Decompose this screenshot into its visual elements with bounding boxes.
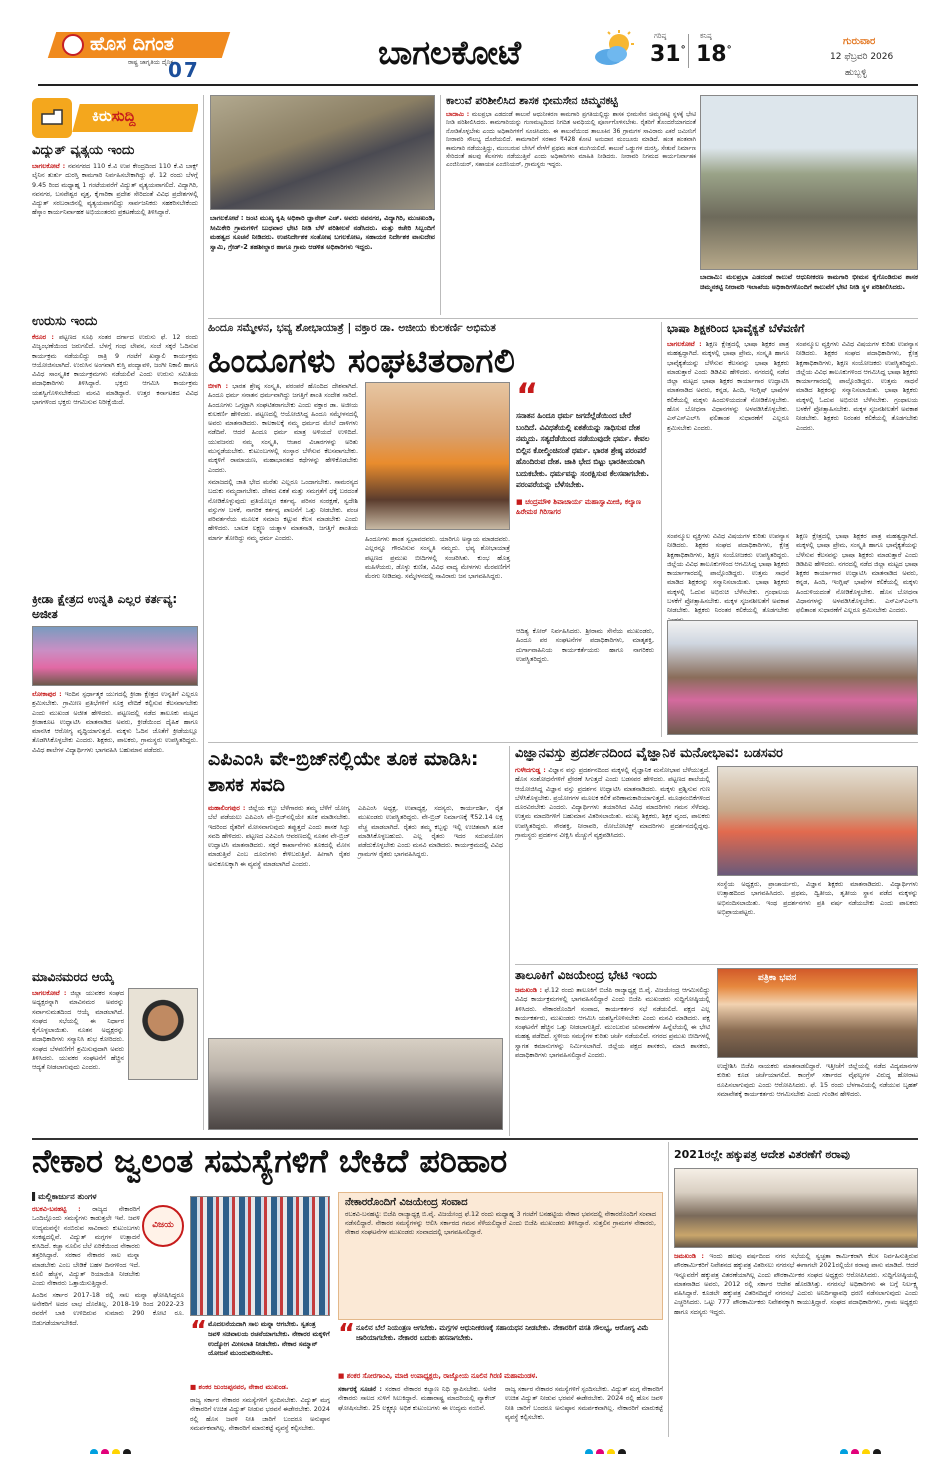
brief-4-title: ಮಾವಿನಮರದ ಆಯ್ಕೆ <box>32 970 115 984</box>
nekara-col1 <box>32 1205 184 1435</box>
bhasha-story <box>667 322 918 737</box>
color-registration-marks-right <box>840 1442 900 1454</box>
nekara-side-author-text: ಶಂಕರ ಜುಂಜಪ್ಪನವರ, ನೇಕಾರ ಮುಖಂಡ. <box>198 1383 289 1391</box>
samvada-box <box>338 1192 663 1320</box>
nekara-body3-text: ಸರಕಾರ ನೇಕಾರರ ಕಲ್ಯಾಣ ನಿಧಿ ಸ್ಥಾಪಿಸಬೇಕು. ಅನೇಕ ನೇಕಾರರು ಸಾಲದ ಸುಳಿಗೆ ಸಿಲುಕಿದ್ದಾರೆ. ಮಹಾರಾಷ್ಟ್ರ ಮಾದರಿಯಲ್ಲಿ ಪ್ಯಾಕೇಜ್ ಘೋಷಿಸಬೇಕು. 25 ಲಕ್ಷ್ಯಕ್ಕೂ ಅಧಿಕ ಕುಟುಂಬಗಳು ಈ ಉದ್ಯಮ ನಂಬಿವೆ. <box>338 1385 496 1412</box>
yellow-dot <box>862 1449 870 1454</box>
max-temp-label: ಗರಿಷ್ಠ <box>654 32 667 40</box>
logo-flame-icon <box>62 34 84 56</box>
weather-sun-cloud-icon <box>593 30 635 70</box>
story2-title: ಕಾಲುವೆ ಪರಿಶೀಲಿಸಿದ ಶಾಸಕ ಭೀಮಸೇನ ಚಿಮ್ಮನಕಟ್ಟಿ <box>446 95 618 107</box>
nekara-sub-head: ಸರ್ಕಾರಕ್ಕೆ ಸೂಚನೆ : <box>338 1385 382 1393</box>
vijnana-place: ಗುಳೇದಗುಡ್ಡ : <box>515 766 546 774</box>
bhasha-col2-bottom <box>796 532 918 617</box>
vijaya-badge-text: ವಿಜಯ <box>152 1220 174 1230</box>
hakku-headline: 2021ರಲ್ಲೇ ಹಕ್ಕುಪತ್ರ ಆದೇಶ ವಿತರಣೆಗೆ ಠರಾವು <box>674 1148 850 1161</box>
vijnana-headline: ವಿಜ್ಞಾನವಸ್ತು ಪ್ರದರ್ಶನದಿಂದ ವೈಜ್ಞಾನಿಕ ಮನೋಭಾವ: ಬಡಸವರ <box>515 746 783 761</box>
day-name: ಗುರುವಾರ <box>843 36 876 47</box>
hindu-place: ಬೀಳಗಿ : <box>208 382 229 390</box>
story2 <box>446 95 696 317</box>
taluk-body2: ಉದ್ದೇಶಿಸಿ ಬಿಜೆಪಿ ನಾಯಕರು ಮಾತನಾಡಲಿದ್ದಾರೆ. ಇತ್ತೀಚೆಗೆ ಜಿಲ್ಲೆಯಲ್ಲಿ ನಡೆದ ವಿದ್ಯಮಾನಗಳ ಕುರಿತು ಕೂಡ ಚರ್ಚೆಯಾಗಲಿದೆ. ಕಾಂಗ್ರೆಸ್ ಸರ್ಕಾರದ ವೈಫಲ್ಯಗಳ ವಿರುದ್ಧ ಹೋರಾಟ ರೂಪಿಸಲಾಗುವುದು ಎಂದು ಆರೋಪಿಸಿದರು. ಫೆ. 15 ರಂದು ಬೆಳಗಾವಿಯಲ್ಲಿ ನಡೆಯುವ ಬೃಹತ್ ಸಮಾವೇಶಕ್ಕೆ ಕಾರ್ಯಕರ್ತರು ಆಗಮಿಸಬೇಕು ಎಂದು ಗುಂಡಿನ ಹೇಳಿದರು. <box>717 1062 918 1098</box>
black-dot <box>123 1449 131 1454</box>
kirusuddi-label <box>92 107 136 125</box>
vijaya-badge <box>142 1205 184 1247</box>
hindu-body4: ಆದಿತ್ಯ ಕೋರ್ ನಿರ್ವಹಿಸಿದರು. ಶ್ರೀರಾಮ ಸೇನೆಯ ಮುಖಂಡರು, ಹಿಂದೂ ಪರ ಸಂಘಟನೆಗಳ ಪದಾಧಿಕಾರಿಗಳು, ಮಾತೃಶಕ್ತಿ, ದುರ್ಗಾವಾಹಿನಿಯ ಕಾರ್ಯಕರ್ತೆಯರು ಹಾಗೂ ನಾಗರಿಕರು ಉಪಸ್ಥಿತರಿದ್ದರು. <box>516 627 654 663</box>
rule-below-top <box>208 318 918 319</box>
nekara-side-quote <box>190 1320 330 1380</box>
vijnana-body2: ಸಂಸ್ಥೆಯ ಅಧ್ಯಕ್ಷರು, ಪ್ರಾಚಾರ್ಯರು, ವಿಜ್ಞಾನ ಶಿಕ್ಷಕರು ಮಾತನಾಡಿದರು. ವಿದ್ಯಾರ್ಥಿಗಳು ಉತ್ಸಾಹದಿಂದ ಭಾಗವಹಿಸಿದರು. ಪ್ರಥಮ, ದ್ವಿತೀಯ, ತೃತೀಯ ಸ್ಥಾನ ಪಡೆದ ಮಕ್ಕಳನ್ನು ಅಭಿನಂದಿಸಲಾಯಿತು. ಇಂಥ ಪ್ರದರ್ಶನಗಳು ಪ್ರತಿ ವರ್ಷ ನಡೆಯಬೇಕು ಎಂದು ಪಾಲಕರು ಅಭಿಪ್ರಾಯಪಟ್ಟರು. <box>717 880 918 916</box>
hindu-headline: ಹಿಂದೂಗಳು ಸಂಘಟಿತರಾಗಲಿ <box>208 341 516 380</box>
rule-mid <box>208 742 918 743</box>
logo-block <box>38 28 236 82</box>
story2-photo <box>700 95 918 270</box>
brief-3-title: ಕ್ರೀಡಾ ಕ್ಷೇತ್ರದ ಉನ್ನತಿ ಎಲ್ಲರ ಕರ್ತವ್ಯ: ಅಜೀತ <box>32 592 178 621</box>
story2-place: ಬಾದಾಮಿ : <box>446 111 470 118</box>
left-column-rule <box>203 95 204 1130</box>
logo-text: ಹೊಸ ದಿಗಂತ <box>90 33 174 55</box>
brief-2-text <box>32 333 198 407</box>
hakku-body: ಇಂದು ಹಲವು ವರ್ಷದಿಂದ ನಗರ ಸಭೆಯಲ್ಲಿ ಸ್ವಚ್ಛತಾ ಕಾರ್ಮಿಕರಾಗಿ ಕೆಲಸ ನಿರ್ವಹಿಸುತ್ತಿರುವ ಪೌರಕಾರ್ಮಿಕರಿಗೆ ನಿವೇಶನದ ಹಕ್ಕುಪತ್ರ ವಿತರಿಸಲು ನಗರಸಭೆ ಈಗಾಗಲೇ 2021ರಲ್ಲಿಯೇ ಠರಾವು ಪಾಸು ಮಾಡಿದೆ. ಆದರೆ ಇನ್ನೂವರೆಗೆ ಹಕ್ಕುಪತ್ರ ವಿತರಣೆಯಾಗಿಲ್ಲ ಎಂದು ಪೌರಕಾರ್ಮಿಕರ ಸಂಘದ ಅಧ್ಯಕ್ಷರು ಆರೋಪಿಸಿದರು. ಸುದ್ದಿಗೋಷ್ಠಿಯಲ್ಲಿ ಮಾತನಾಡಿದ ಅವರು, 2012 ರಲ್ಲಿ ಸರ್ಕಾರ ಆದೇಶ ಹೊರಡಿಸಿತ್ತು. ನಗರಸಭೆ ಅಧಿಕಾರಿಗಳು ಈ ಬಗ್ಗೆ ನಿರ್ಲಕ್ಷ್ಯ ವಹಿಸಿದ್ದಾರೆ. ಕೂಡಲೇ ಹಕ್ಕುಪತ್ರ ವಿತರಿಸದಿದ್ದರೆ ನಗರಸಭೆ ಎದುರು ಅನಿರ್ದಿಷ್ಟಾವಧಿ ಧರಣಿ ನಡೆಸಲಾಗುವುದು ಎಂದು ಎಚ್ಚರಿಸಿದರು. ಒಟ್ಟು 777 ಪೌರಕಾರ್ಮಿಕರು ನಿವೇಶನಕ್ಕಾಗಿ ಕಾಯುತ್ತಿದ್ದಾರೆ. ಸಂಘದ ಪದಾಧಿಕಾರಿಗಳು, ಗ್ರಾಮ ಅಧ್ಯಕ್ಷರು ಹಾಗೂ ಸದಸ್ಯರು ಇದ್ದರು. <box>674 1252 918 1316</box>
top-rule-1 <box>440 95 441 315</box>
apmc-col2 <box>358 804 503 1034</box>
rule-bottom-band <box>32 1138 918 1140</box>
edition-name: ಹುಬ್ಬಳ್ಳಿ <box>845 68 867 78</box>
brief-1-text <box>32 162 198 218</box>
masthead <box>0 0 945 88</box>
rule-hakku-left <box>668 1142 669 1437</box>
taluk-photo <box>717 968 918 1058</box>
left-brief-2 <box>32 314 198 587</box>
magenta-dot <box>596 1449 604 1454</box>
apmc-place: ಮಹಾಲಿಂಗಪುರ : <box>208 804 246 812</box>
hakku-place: ಜಮಖಂಡಿ : <box>674 1252 704 1260</box>
vijnana-photo <box>717 766 918 876</box>
taluk-story <box>515 968 918 1136</box>
apmc-photo <box>208 1038 503 1130</box>
page-number: 07 <box>168 58 200 82</box>
taluk-body: ಫೆ.12 ರಂದು ತಾಲೂಕಿಗೆ ಬಿಜೆಪಿ ರಾಜ್ಯಾಧ್ಯಕ್ಷ ಬಿ.ವೈ. ವಿಜಯೇಂದ್ರ ಆಗಮಿಸಲಿದ್ದು ವಿವಿಧ ಕಾರ್ಯಕ್ರಮಗಳಲ್ಲಿ ಭಾಗವಹಿಸಲಿದ್ದಾರೆ ಎಂದು ಬಿಜೆಪಿ ಮುಖಂಡರು ಸುದ್ದಿಗೋಷ್ಠಿಯಲ್ಲಿ ತಿಳಿಸಿದರು. ನೇಕಾರರೊಂದಿಗೆ ಸಂವಾದ, ಕಾರ್ಯಕರ್ತರ ಸಭೆ ನಡೆಯಲಿದೆ. ಪಕ್ಷದ ಎಲ್ಲ ಕಾರ್ಯಕರ್ತರು, ಮುಖಂಡರು ಆಗಮಿಸಿ ಯಶಸ್ವಿಗೊಳಿಸಬೇಕು ಎಂದು ಮನವಿ ಮಾಡಿದರು. ಪಕ್ಷ ಸಂಘಟನೆಗೆ ಹೆಚ್ಚಿನ ಒತ್ತು ನೀಡಲಾಗುತ್ತಿದೆ. ಮುಂಬರುವ ಚುನಾವಣೆಗಳ ಹಿನ್ನೆಲೆಯಲ್ಲಿ ಈ ಭೇಟಿ ಮಹತ್ವ ಪಡೆದಿದೆ. ಸ್ಥಳೀಯ ಸಮಸ್ಯೆಗಳ ಕುರಿತು ಚರ್ಚೆ ನಡೆಯಲಿದೆ. ನಗರದ ಪ್ರಮುಖ ಬೀದಿಗಳಲ್ಲಿ ಸ್ವಾಗತ ಕಮಾನುಗಳನ್ನು ನಿರ್ಮಿಸಲಾಗಿದೆ. ಜಿಲ್ಲೆಯ ಪಕ್ಷದ ಶಾಸಕರು, ಮಾಜಿ ಶಾಸಕರು, ಪದಾಧಿಕಾರಿಗಳು ಭಾಗವಹಿಸಲಿದ್ದಾರೆ ಎಂದರು. <box>515 986 710 1060</box>
max-temp-unit: ° <box>680 44 686 56</box>
nekara-center-author-text: ಶಂಕರ ಸೋರಗಾಂವಿ, ಮಾಜಿ ಉಪಾಧ್ಯಕ್ಷರು, ರಾಜ್ಯೋಯ ನೂಲಿನ ಗಿರಣಿ ಮಹಾಮಂಡಳ. <box>346 1372 538 1380</box>
suddi-word: ಸುದ್ದಿ <box>111 107 136 125</box>
nekara-body3 <box>338 1385 496 1435</box>
hakku-story <box>674 1142 918 1437</box>
hindu-body3: ಹಿಂದೂಗಳು ಶಾಂತ ಸ್ವಭಾವದವರು. ಯಾರಿಗೂ ಅನ್ಯಾಯ ಮಾಡದವರು. ಎಲ್ಲರನ್ನೂ ಗೌರವಿಸುವ ಸಂಸ್ಕೃತಿ ನಮ್ಮದು. ಭವ್ಯ ಶೋಭಾಯಾತ್ರೆ ಪಟ್ಟಣದ ಪ್ರಮುಖ ಬೀದಿಗಳಲ್ಲಿ ಸಂಚರಿಸಿತು. ಕುಂಭ ಹೊತ್ತ ಮಹಿಳೆಯರು, ಡೊಳ್ಳು ಕುಣಿತ, ವಿವಿಧ ವಾದ್ಯ ಮೇಳಗಳು ಮೆರವಣಿಗೆಗೆ ಮೆರಗು ನೀಡಿದವು. ಸಮ್ಮೇಳನದಲ್ಲಿ ಸಾವಿರಾರು ಜನ ಭಾಗವಹಿಸಿದ್ದರು. <box>365 535 510 581</box>
story2-body: ಮಲಪ್ರಭಾ ಎಡದಂಡೆ ಕಾಲುವೆ ಆಧುನೀಕರಣ ಕಾಮಗಾರಿ ಪ್ರಗತಿಯಲ್ಲಿದ್ದು ಶಾಸಕ ಭೀಮಸೇನ ಚಿಮ್ಮನಕಟ್ಟಿ ಸ್ಥಳಕ್ಕೆ ಭೇಟಿ ನೀಡಿ ಪರಿಶೀಲಿಸಿದರು. ಕಾಮಗಾರಿಯನ್ನು ಗುಣಮಟ್ಟದಿಂದ ನಿಗದಿತ ಅವಧಿಯಲ್ಲಿ ಪೂರ್ಣಗೊಳಿಸಬೇಕು. ರೈತರಿಗೆ ತೊಂದರೆಯಾಗದಂತೆ ನೋಡಿಕೊಳ್ಳಬೇಕು ಎಂದು ಅಧಿಕಾರಿಗಳಿಗೆ ಸೂಚಿಸಿದರು. ಈ ಕಾಲುವೆಯಿಂದ ತಾಲೂಕಿನ 36 ಗ್ರಾಮಗಳ ಸಾವಿರಾರು ಎಕರೆ ಜಮೀನಿಗೆ ನೀರಾವರಿ ಸೌಲಭ್ಯ ದೊರೆಯಲಿದೆ. ಕಾಮಗಾರಿಗೆ ಸರಕಾರ ₹428 ಕೋಟಿ ಅನುದಾನ ಮಂಜೂರು ಮಾಡಿದೆ. ಹಂತ ಹಂತವಾಗಿ ಕಾಮಗಾರಿ ನಡೆಯುತ್ತಿದ್ದು, ಮುಂಬರುವ ಬೇಸಿಗೆ ವೇಳೆಗೆ ಪ್ರಥಮ ಹಂತ ಮುಗಿಯಲಿದೆ. ಕಾಲುವೆ ಒಡ್ಡುಗಳ ದುರಸ್ತಿ, ಸೇತುವೆ ನಿರ್ಮಾಣ ಸೇರಿದಂತೆ ಹಲವು ಕೆಲಸಗಳು ನಡೆಯುತ್ತಿವೆ ಎಂದು ಅಧಿಕಾರಿಗಳು ಮಾಹಿತಿ ನೀಡಿದರು. ನೀರಾವರಿ ನಿಗಮದ ಕಾರ್ಯನಿರ್ವಾಹಕ ಎಂಜಿನಿಯರ್, ಸಹಾಯಕ ಎಂಜಿನಿಯರ್, ಗ್ರಾಮಸ್ಥರು ಇದ್ದರು. <box>446 111 696 169</box>
vijnana-col2 <box>717 880 918 960</box>
city-title: ಬಾಗಲಕೋಟೆ <box>378 33 522 72</box>
apmc-story <box>208 746 503 1136</box>
bhasha-body1: ಶಿಕ್ಷಣ ಕ್ಷೇತ್ರದಲ್ಲಿ ಭಾಷಾ ಶಿಕ್ಷಕರ ಪಾತ್ರ ಮಹತ್ವದ್ದಾಗಿದೆ. ಮಕ್ಕಳಲ್ಲಿ ಭಾಷಾ ಪ್ರೇಮ, ಸಂಸ್ಕೃತಿ ಹಾಗೂ ಭಾವೈಕ್ಯತೆಯನ್ನು ಬೆಳೆಸುವ ಕೆಲಸವನ್ನು ಭಾಷಾ ಶಿಕ್ಷಕರು ಮಾಡುತ್ತಾರೆ ಎಂದು ಡಿಡಿಪಿಐ ಹೇಳಿದರು. ನಗರದಲ್ಲಿ ನಡೆದ ಜಿಲ್ಲಾ ಮಟ್ಟದ ಭಾಷಾ ಶಿಕ್ಷಕರ ಕಾರ್ಯಾಗಾರ ಉದ್ಘಾಟಿಸಿ ಮಾತನಾಡಿದ ಅವರು, ಕನ್ನಡ, ಹಿಂದಿ, ಇಂಗ್ಲಿಷ್ ಭಾಷೆಗಳ ಕಲಿಕೆಯಲ್ಲಿ ಮಕ್ಕಳು ಹಿಂದುಳಿಯದಂತೆ ನೋಡಿಕೊಳ್ಳಬೇಕು. ಹೊಸ ಬೋಧನಾ ವಿಧಾನಗಳನ್ನು ಅಳವಡಿಸಿಕೊಳ್ಳಬೇಕು. ಎಸ್ಎಸ್ಎಲ್‌ಸಿ ಫಲಿತಾಂಶ ಸುಧಾರಣೆಗೆ ಎಲ್ಲರೂ ಶ್ರಮಿಸಬೇಕು ಎಂದರು. <box>667 340 789 432</box>
nekara-body1b: ಹಿಂದಿನ ಸರ್ಕಾರ 2017-18 ರಲ್ಲಿ ಸಾಲ ಮನ್ನಾ ಘೋಷಿಸಿದ್ದರೂ ಅನೇಕರಿಗೆ ಅದರ ಲಾಭ ದೊರೆತಿಲ್ಲ. 2018-19 ರಿಂದ 2022-23 ರವರೆಗೆ ಬಾಕಿ ಉಳಿದಿರುವ ಸುಮಾರು 290 ಕೋಟಿ ರೂ. ಬಿಡುಗಡೆಯಾಗಬೇಕಿದೆ. <box>32 1290 184 1327</box>
left-brief-1 <box>32 143 198 308</box>
magenta-dot <box>101 1449 109 1454</box>
taluk-col2 <box>717 1062 918 1134</box>
brief-4-body: ಜಿಲ್ಲಾ ಯುವಕರ ಸಂಘದ ಅಧ್ಯಕ್ಷರನ್ನಾಗಿ ಮಾವಿನಮರ ಅವರನ್ನು ಸರ್ವಾನುಮತದಿಂದ ಆಯ್ಕೆ ಮಾಡಲಾಗಿದೆ. ಸಂಘದ ಸಭೆಯಲ್ಲಿ ಈ ನಿರ್ಧಾರ ಕೈಗೊಳ್ಳಲಾಯಿತು. ನೂತನ ಅಧ್ಯಕ್ಷರನ್ನು ಪದಾಧಿಕಾರಿಗಳು ಸನ್ಮಾನಿಸಿ ಶುಭ ಕೋರಿದರು. ಸಂಘದ ಬೆಳವಣಿಗೆಗೆ ಶ್ರಮಿಸುವುದಾಗಿ ಅವರು ತಿಳಿಸಿದರು. ಯುವಕರ ಸಂಘಟನೆಗೆ ಹೆಚ್ಚಿನ ಆದ್ಯತೆ ನೀಡಲಾಗುವುದು ಎಂದರು. <box>32 989 124 1072</box>
bhasha-body2-cont: ಸಂಪನ್ಮೂಲ ವ್ಯಕ್ತಿಗಳು ವಿವಿಧ ವಿಷಯಗಳ ಕುರಿತು ಉಪನ್ಯಾಸ ನೀಡಿದರು. ಶಿಕ್ಷಕರ ಸಂಘದ ಪದಾಧಿಕಾರಿಗಳು, ಕ್ಷೇತ್ರ ಶಿಕ್ಷಣಾಧಿಕಾರಿಗಳು, ಶಿಕ್ಷಣ ಸಂಯೋಜಕರು ಉಪಸ್ಥಿತರಿದ್ದರು. ಜಿಲ್ಲೆಯ ವಿವಿಧ ತಾಲೂಕುಗಳಿಂದ ಆಗಮಿಸಿದ್ದ ಭಾಷಾ ಶಿಕ್ಷಕರು ಕಾರ್ಯಾಗಾರದಲ್ಲಿ ಪಾಲ್ಗೊಂಡಿದ್ದರು. ಉತ್ತಮ ಸಾಧನೆ ಮಾಡಿದ ಶಿಕ್ಷಕರನ್ನು ಸನ್ಮಾನಿಸಲಾಯಿತು. ಭಾಷಾ ಶಿಕ್ಷಕರು ಮಕ್ಕಳಲ್ಲಿ ಓದುವ ಅಭಿರುಚಿ ಬೆಳೆಸಬೇಕು. ಗ್ರಂಥಾಲಯ ಬಳಕೆಗೆ ಪ್ರೋತ್ಸಾಹಿಸಬೇಕು. ಮಕ್ಕಳ ಸೃಜನಶೀಲತೆಗೆ ಅವಕಾಶ ನೀಡಬೇಕು. ಶಿಕ್ಷಕರು ನಿರಂತರ ಕಲಿಕೆಯಲ್ಲಿ ತೊಡಗಬೇಕು <box>667 532 789 615</box>
hindu-photo <box>365 382 510 530</box>
nekara-center-author: ■ ಶಂಕರ ಸೋರಗಾಂವಿ, ಮಾಜಿ ಉಪಾಧ್ಯಕ್ಷರು, ರಾಜ್ಯೋಯ ನೂಲಿನ ಗಿರಣಿ ಮಹಾಮಂಡಳ. <box>338 1372 538 1380</box>
taluk-col1 <box>515 986 710 1136</box>
cyan-dot <box>585 1449 593 1454</box>
min-temp-value <box>696 42 732 67</box>
bhasha-place: ಬಾಗಲಕೋಟೆ : <box>667 340 702 348</box>
bhasha-col1 <box>667 340 789 530</box>
yellow-dot <box>607 1449 615 1454</box>
black-dot <box>873 1449 881 1454</box>
brief-1-body: ನವನಗರದ 110 ಕೆ.ವಿ ಉಪ ಕೇಂದ್ರದಿಂದ 110 ಕೆ.ವಿ ಬಾಕ್ಸ್ ಲೈನಿನ ತುರ್ತು ದುರಸ್ತಿ ಕಾಮಗಾರಿ ನಿರ್ವಹಿಸಬೇಕಾಗಿದ್ದು ಫೆ. 12 ರಂದು ಬೆಳಗ್ಗೆ 9.45 ರಿಂದ ಮಧ್ಯಾಹ್ನ 1 ಗಂಟೆಯವರೆಗೆ ವಿದ್ಯುತ್ ವ್ಯತ್ಯಯವಾಗಲಿದೆ. ವಿದ್ಯಾಗಿರಿ, ನವನಗರ, ಬಸವೇಶ್ವರ ವೃತ್ತ, ಕೈಗಾರಿಕಾ ಪ್ರದೇಶ ಸೇರಿದಂತೆ ವಿವಿಧ ಪ್ರದೇಶಗಳಲ್ಲಿ ವಿದ್ಯುತ್ ಸರಬರಾಜಿನಲ್ಲಿ ವ್ಯತ್ಯಯವಾಗಲಿದ್ದು ಸಾರ್ವಜನಿಕರು ಸಹಕರಿಸಬೇಕೆಂದು ಹೆಸ್ಕಾಂ ಕಾರ್ಯನಿರ್ವಾಹಕ ಅಭಿಯಂತರರು ಪ್ರಕಟಣೆಯಲ್ಲಿ ತಿಳಿಸಿದ್ದಾರೆ. <box>32 162 198 217</box>
hindu-kicker: ಹಿಂದೂ ಸಮ್ಮೇಳನ, ಭವ್ಯ ಶೋಭಾಯಾತ್ರೆ | ವಕ್ತಾರ ಡಾ. ಅಜೀಯ ಕುಲಕರ್ಣಿ ಅಭಿಮತ <box>208 322 496 334</box>
brief-1-title: ವಿದ್ಯುತ್ ವ್ಯತ್ಯಯ ಇಂದು <box>32 143 135 158</box>
story2-photo-caption: ಬಾದಾಮಿ: ಮಲಪ್ರಭಾ ಎಡದಂಡೆ ಕಾಲುವೆ ಆಧುನೀಕರಣ ಕಾಮಗಾರಿ ಭೀಮನ ಕೈಗೊಂಡಿರುವ ಶಾಸಕ ಚಿಮ್ಮನಕಟ್ಟಿ ನೀರಾವರಿ ಇಲಾಖೆಯ ಅಧಿಕಾರಿಗಳೊಂದಿಗೆ ಕಾಲುವೆಗೆ ಭೇಟಿ ನೀಡಿ ಸ್ಥಳ ಪರಿಶೀಲಿಸಿದರು. <box>700 273 918 291</box>
apmc-body1: ಜಿಲ್ಲೆಯ ಕಬ್ಬು ಬೆಳೆಗಾರರು ತಮ್ಮ ಬೆಳೆಗೆ ಯೋಗ್ಯ ಬೆಲೆ ಪಡೆಯಲು ಎಪಿಎಂಸಿ ವೇ-ಬ್ರಿಜ್‌ನಲ್ಲಿಯೇ ತೂಕ ಮಾಡಿಸಬೇಕು. ಇದರಿಂದ ರೈತರಿಗೆ ಮೋಸವಾಗುವುದು ತಪ್ಪುತ್ತದೆ ಎಂದು ಶಾಸಕ ಸಿದ್ದು ಸವದಿ ಹೇಳಿದರು. ಪಟ್ಟಣದ ಎಪಿಎಂಸಿ ಆವರಣದಲ್ಲಿ ನೂತನ ವೇ-ಬ್ರಿಜ್ ಉದ್ಘಾಟಿಸಿ ಮಾತನಾಡಿದರು. ಸಕ್ಕರೆ ಕಾರ್ಖಾನೆಗಳು ತೂಕದಲ್ಲಿ ಮೋಸ ಮಾಡುತ್ತಿವೆ ಎಂಬ ದೂರುಗಳು ಕೇಳಿಬರುತ್ತಿವೆ. ಹೀಗಾಗಿ ರೈತರ ಅನುಕೂಲಕ್ಕಾಗಿ ಈ ವ್ಯವಸ್ಥೆ ಮಾಡಲಾಗಿದೆ ಎಂದರು. <box>208 804 350 868</box>
vijnana-col1 <box>515 766 710 961</box>
hindu-quote-author-text: ಚಂದ್ರಮೌಳಿ ಶಿವಾಚಾರ್ಯ ಮಹಾಸ್ವಾಮೀಜಿ, ಕಲ್ಯಾಣ ಹಿರೇಮಠ ಗಿರಿಸಾಗರ <box>516 497 641 516</box>
brief-2-title: ಉರುಸು ಇಂದು <box>32 314 98 329</box>
nekara-center-quote-mark-icon: “ <box>338 1323 356 1349</box>
cyan-dot <box>90 1449 98 1454</box>
brief-3-text <box>32 690 198 755</box>
yellow-dot <box>112 1449 120 1454</box>
hindu-quote-box <box>516 376 654 622</box>
nekara-place: ರಬಕವಿ-ಬನಹಟ್ಟಿ : <box>32 1205 81 1213</box>
logo-tagline: ರಾಷ್ಟ್ರ ಜಾಗೃತಿಯ ದೈನಿಕ <box>128 59 174 66</box>
kirusuddi-badge <box>32 98 198 138</box>
vijnana-story <box>515 746 918 961</box>
apmc-body2: ಎಪಿಎಂಸಿ ಅಧ್ಯಕ್ಷ, ಉಪಾಧ್ಯಕ್ಷ, ಸದಸ್ಯರು, ಕಾರ್ಯದರ್ಶಿ, ರೈತ ಮುಖಂಡರು ಉಪಸ್ಥಿತರಿದ್ದರು. ವೇ-ಬ್ರಿಜ್ ನಿರ್ಮಾಣಕ್ಕೆ ₹52.14 ಲಕ್ಷ ವೆಚ್ಚ ಮಾಡಲಾಗಿದೆ. ರೈತರು ತಮ್ಮ ಕಬ್ಬನ್ನು ಇಲ್ಲಿ ಉಚಿತವಾಗಿ ತೂಕ ಮಾಡಿಸಿಕೊಳ್ಳಬಹುದು. ಎಲ್ಲ ರೈತರು ಇದರ ಸದುಪಯೋಗ ಪಡೆದುಕೊಳ್ಳಬೇಕು ಎಂದು ಮನವಿ ಮಾಡಿದರು. ಕಾರ್ಯಕ್ರಮದಲ್ಲಿ ವಿವಿಧ ಗ್ರಾಮಗಳ ರೈತರು ಭಾಗವಹಿಸಿದ್ದರು. <box>358 804 503 859</box>
bhasha-col1-bottom <box>667 532 789 617</box>
hakku-text <box>674 1252 918 1435</box>
min-temp-unit: ° <box>726 44 732 56</box>
brief-1-place: ಬಾಗಲಕೋಟೆ : <box>32 162 66 170</box>
hand-pointing-icon <box>32 98 72 138</box>
vijnana-body: ವಿಜ್ಞಾನ ವಸ್ತು ಪ್ರದರ್ಶನದಿಂದ ಮಕ್ಕಳಲ್ಲಿ ವೈಜ್ಞಾನಿಕ ಮನೋಭಾವ ಬೆಳೆಯುತ್ತದೆ. ಹೊಸ ಸಂಶೋಧನೆಗಳಿಗೆ ಪ್ರೇರಣೆ ಸಿಗುತ್ತದೆ ಎಂದು ಬಡಸವರ ಹೇಳಿದರು. ಪಟ್ಟಣದ ಶಾಲೆಯಲ್ಲಿ ಆಯೋಜಿಸಿದ್ದ ವಿಜ್ಞಾನ ವಸ್ತು ಪ್ರದರ್ಶನ ಉದ್ಘಾಟಿಸಿ ಮಾತನಾಡಿದರು. ಮಕ್ಕಳು ಪ್ರಶ್ನಿಸುವ ಗುಣ ಬೆಳೆಸಿಕೊಳ್ಳಬೇಕು. ಪ್ರಯೋಗಗಳ ಮೂಲಕ ಕಲಿಕೆ ಪರಿಣಾಮಕಾರಿಯಾಗುತ್ತದೆ. ಮೂಢನಂಬಿಕೆಗಳಿಂದ ದೂರವಿರಬೇಕು ಎಂದರು. ವಿದ್ಯಾರ್ಥಿಗಳು ತಯಾರಿಸಿದ ವಿವಿಧ ಮಾದರಿಗಳು ಗಮನ ಸೆಳೆದವು. ಉತ್ತಮ ಮಾದರಿಗಳಿಗೆ ಬಹುಮಾನ ವಿತರಿಸಲಾಯಿತು. ಮುಖ್ಯ ಶಿಕ್ಷಕರು, ಶಿಕ್ಷಕ ವೃಂದ, ಪಾಲಕರು ಉಪಸ್ಥಿತರಿದ್ದರು. ಸೌರಶಕ್ತಿ, ನೀರಾವರಿ, ರೋಬೋಟಿಕ್ಸ್ ಮಾದರಿಗಳು ಪ್ರದರ್ಶನದಲ್ಲಿದ್ದವು. ಗ್ರಾಮಸ್ಥರು ಪ್ರದರ್ಶನ ವೀಕ್ಷಿಸಿ ಮೆಚ್ಚುಗೆ ವ್ಯಕ್ತಪಡಿಸಿದರು. <box>515 766 711 840</box>
nekara-body1: ರಾಜ್ಯದ ನೇಕಾರರಿಗೆ ಒಂದಿಲ್ಲೊಂದು ಸಮಸ್ಯೆಗಳು ಕಾಡುತ್ತಲೇ ಇವೆ. ಜವಳಿ ಉದ್ಯಮವನ್ನೇ ನಂಬಿರುವ ಸಾವಿರಾರು ಕುಟುಂಬಗಳು ಸಂಕಷ್ಟದಲ್ಲಿವೆ. ವಿದ್ಯುತ್ ಮಗ್ಗಗಳ ಉತ್ಪಾದನೆ ಕುಸಿದಿದೆ. ಕಚ್ಚಾ ನೂಲಿನ ಬೆಲೆ ಏರಿಕೆಯಿಂದ ನೇಕಾರರು ತತ್ತರಿಸಿದ್ದಾರೆ. ಸರಕಾರ ನೇಕಾರರ ಸಾಲ ಮನ್ನಾ ಮಾಡಬೇಕು ಎಂಬ ಬೇಡಿಕೆ ಬಹಳ ದಿನಗಳಿಂದ ಇದೆ. ಕೂಲಿ ಹೆಚ್ಚಳ, ವಿದ್ಯುತ್ ರಿಯಾಯಿತಿ ನೀಡಬೇಕು ಎಂದು ನೇಕಾರರು ಒತ್ತಾಯಿಸುತ್ತಿದ್ದಾರೆ. <box>32 1205 140 1288</box>
hindu-col2 <box>365 535 510 735</box>
brief-2-place: ಕೆರೂರ : <box>32 333 54 341</box>
apmc-col1 <box>208 804 350 1034</box>
left-brief-4 <box>32 970 198 1130</box>
nekara-byline: ▌ಮಲ್ಲಿಕಾರ್ಜುನ ತುಂಗಳ <box>32 1192 97 1201</box>
color-registration-marks-center <box>585 1442 645 1454</box>
brief-4-portrait <box>128 988 198 1080</box>
black-dot <box>618 1449 626 1454</box>
brief-3-body: ಇಂದಿನ ಸ್ಪರ್ಧಾತ್ಮಕ ಯುಗದಲ್ಲಿ ಕ್ರೀಡಾ ಕ್ಷೇತ್ರದ ಉನ್ನತಿಗೆ ಎಲ್ಲರೂ ಶ್ರಮಿಸಬೇಕು. ಗ್ರಾಮೀಣ ಪ್ರತಿಭೆಗಳಿಗೆ ಸೂಕ್ತ ವೇದಿಕೆ ಕಲ್ಪಿಸುವ ಕೆಲಸವಾಗಬೇಕು ಎಂದು ಮುಖಂಡ ಅಜೀತ ಹೇಳಿದರು. ಪಟ್ಟಣದಲ್ಲಿ ನಡೆದ ತಾಲೂಕು ಮಟ್ಟದ ಕ್ರೀಡಾಕೂಟ ಉದ್ಘಾಟಿಸಿ ಮಾತನಾಡಿದ ಅವರು, ಕ್ರೀಡೆಯಿಂದ ದೈಹಿಕ ಹಾಗೂ ಮಾನಸಿಕ ಆರೋಗ್ಯ ವೃದ್ಧಿಯಾಗುತ್ತದೆ. ಮಕ್ಕಳು ಓದಿನ ಜೊತೆಗೆ ಕ್ರೀಡೆಯಲ್ಲೂ ತೊಡಗಿಸಿಕೊಳ್ಳಬೇಕು ಎಂದರು. ಶಿಕ್ಷಕರು, ಪಾಲಕರು, ಗ್ರಾಮಸ್ಥರು ಉಪಸ್ಥಿತರಿದ್ದರು. ವಿವಿಧ ಶಾಲೆಗಳ ವಿದ್ಯಾರ್ಥಿಗಳು ಭಾಗವಹಿಸಿ ಬಹುಮಾನ ಪಡೆದರು. <box>32 690 198 754</box>
hindu-body2: ಸಮಾಜದಲ್ಲಿ ಜಾತಿ ಭೇದ ಮರೆತು ಎಲ್ಲರೂ ಒಂದಾಗಬೇಕು. ಸಾಮರಸ್ಯದ ಬದುಕು ನಮ್ಮದಾಗಬೇಕು. ದೇಶದ ಏಕತೆ ಮತ್ತು ಸಮಗ್ರತೆಗೆ ಧಕ್ಕೆ ಬರದಂತೆ ನೋಡಿಕೊಳ್ಳುವುದು ಪ್ರತಿಯೊಬ್ಬರ ಕರ್ತವ್ಯ. ಪರಿಸರ ಸಂರಕ್ಷಣೆ, ಸ್ವದೇಶಿ ವಸ್ತುಗಳ ಬಳಕೆ, ನಾಗರಿಕ ಕರ್ತವ್ಯ ಪಾಲನೆಗೆ ಒತ್ತು ನೀಡಬೇಕು. ಪಂಚ ಪರಿವರ್ತನೆಯ ಮೂಲಕ ಸಮಾಜ ಕಟ್ಟುವ ಕೆಲಸ ಮಾಡಬೇಕು ಎಂದು ಹೇಳಿದರು. ಬಾಲಕ ಲಕ್ಷ್ಮಣ ಯತ್ನಾಳ ಮಾತನಾಡಿ, ಜಗತ್ತಿಗೆ ಶಾಂತಿಯ ಮಾರ್ಗ ತೋರಿದ್ದು ನಮ್ಮ ಧರ್ಮ ಎಂದರು. <box>208 477 358 542</box>
taluk-headline: ತಾಲೂಕಿಗೆ ವಿಜಯೇಂದ್ರ ಭೇಟಿ ಇಂದು <box>515 968 657 982</box>
brief-3-place: ಲೋಕಾಪುರ : <box>32 690 62 698</box>
bhasha-title: ಭಾಷಾ ಶಿಕ್ಷಕರಿಂದ ಭಾವೈಕ್ಯತೆ ಬೆಳೆವಣಿಗೆ <box>667 322 805 335</box>
apmc-headline: ಎಪಿಎಂಸಿ ವೇ-ಬ್ರಿಜ್‌ನಲ್ಲಿಯೇ ತೂಕ ಮಾಡಿಸಿ: ಶಾಸಕ ಸವದಿ <box>208 748 479 796</box>
rule-apmc-right <box>509 746 510 1136</box>
nekara-headline: ನೇಕಾರ ಜ್ವಲಂತ ಸಮಸ್ಯೆಗಳಿಗೆ ಬೇಕಿದೆ ಪರಿಹಾರ <box>32 1142 508 1180</box>
kiru-word: ಕಿರು <box>92 107 112 125</box>
hindu-body1: ಭಾರತ ಶ್ರೇಷ್ಠ ಸಂಸ್ಕೃತಿ, ಪರಂಪರೆ ಹೊಂದಿದ ದೇಶವಾಗಿದೆ. ಹಿಂದೂ ಧರ್ಮ ಸನಾತನ ಧರ್ಮವಾಗಿದ್ದು ಜಗತ್ತಿಗೆ ಶಾಂತಿ ಸಂದೇಶ ಸಾರಿದೆ. ಹಿಂದೂಗಳು ಒಗ್ಗಟ್ಟಾಗಿ ಸಂಘಟಿತರಾಗಬೇಕು ಎಂದು ವಕ್ತಾರ ಡಾ. ಅಜೀಯ ಕುಲಕರ್ಣಿ ಹೇಳಿದರು. ಪಟ್ಟಣದಲ್ಲಿ ಆಯೋಜಿಸಿದ್ದ ಹಿಂದೂ ಸಮ್ಮೇಳನದಲ್ಲಿ ಅವರು ಮಾತನಾಡಿದರು. ಕಾಲಕಾಲಕ್ಕೆ ನಮ್ಮ ಧರ್ಮದ ಮೇಲೆ ದಾಳಿಗಳು ನಡೆದಿವೆ. ಆದರೆ ಹಿಂದೂ ಧರ್ಮ ಮಾತ್ರ ಅಳಿಯದೆ ಉಳಿದಿದೆ. ಯುವಜನರು ನಮ್ಮ ಸಂಸ್ಕೃತಿ, ಆಚಾರ ವಿಚಾರಗಳನ್ನು ಅರಿತು ಮುನ್ನಡೆಯಬೇಕು. ಕುಟುಂಬಗಳಲ್ಲಿ ಸಂಸ್ಕಾರ ಬೆಳೆಸುವ ಕೆಲಸವಾಗಬೇಕು. ಮಕ್ಕಳಿಗೆ ರಾಮಾಯಣ, ಮಹಾಭಾರತದ ಕಥೆಗಳನ್ನು ಹೇಳಿಕೊಡಬೇಕು ಎಂದರು. <box>208 382 358 474</box>
nekara-side-author: ■ ಶಂಕರ ಜುಂಜಪ್ಪನವರ, ನೇಕಾರ ಮುಖಂಡ. <box>190 1383 289 1391</box>
brief-2-body: ಪಟ್ಟಣದ ಸೂಫಿ ಸಂತರ ದರ್ಗಾದ ಉರುಸು ಫೆ. 12 ರಂದು ವಿಜೃಂಭಣೆಯಿಂದ ಜರುಗಲಿದೆ. ಬೆಳಗ್ಗೆ ಗಂಧ ಲೇಪನ, ಸಂಜೆ ಸಕ್ಕರೆ ಓದಿಸುವ ಕಾರ್ಯಕ್ರಮ ನಡೆಯಲಿದ್ದು ರಾತ್ರಿ 9 ಗಂಟೆಗೆ ಖವ್ವಾಲಿ ಕಾರ್ಯಕ್ರಮ ಆಯೋಜಿಸಲಾಗಿದೆ. ಉರುಸಿನ ಅಂಗವಾಗಿ ಕುಸ್ತಿ ಪಂದ್ಯಾವಳಿ, ಜಂಗೀ ನಿಕಾಲಿ ಹಾಗೂ ವಿವಿಧ ಸಾಂಸ್ಕೃತಿಕ ಕಾರ್ಯಕ್ರಮಗಳು ನಡೆಯಲಿವೆ ಎಂದು ಉರುಸು ಸಮಿತಿಯ ಪದಾಧಿಕಾರಿಗಳು ತಿಳಿಸಿದ್ದಾರೆ. ಭಕ್ತರು ಆಗಮಿಸಿ ಕಾರ್ಯಕ್ರಮ ಯಶಸ್ವಿಗೊಳಿಸಬೇಕೆಂದು ಮನವಿ ಮಾಡಿದ್ದಾರೆ. ಉತ್ತರ ಕರ್ನಾಟಕದ ವಿವಿಧ ಭಾಗಗಳಿಂದ ಭಕ್ತರು ಆಗಮಿಸುವ ನಿರೀಕ್ಷೆಯಿದೆ. <box>32 333 198 407</box>
hindu-quote-author: ■ ಚಂದ್ರಮೌಳಿ ಶಿವಾಚಾರ್ಯ ಮಹಾಸ್ವಾಮೀಜಿ, ಕಲ್ಯಾಣ ಹಿರೇಮಠ ಗಿರಿಸಾಗರ <box>516 497 641 516</box>
magenta-dot <box>851 1449 859 1454</box>
date-text: 12 ಫೆಬ್ರವರಿ 2026 <box>830 52 894 62</box>
story2-text <box>446 111 696 170</box>
bhasha-body1-cont: ಶಿಕ್ಷಣ ಕ್ಷೇತ್ರದಲ್ಲಿ ಭಾಷಾ ಶಿಕ್ಷಕರ ಪಾತ್ರ ಮಹತ್ವದ್ದಾಗಿದೆ. ಮಕ್ಕಳಲ್ಲಿ ಭಾಷಾ ಪ್ರೇಮ, ಸಂಸ್ಕೃತಿ ಹಾಗೂ ಭಾವೈಕ್ಯತೆಯನ್ನು ಬೆಳೆಸುವ ಕೆಲಸವನ್ನು ಭಾಷಾ ಶಿಕ್ಷಕರು ಮಾಡುತ್ತಾರೆ ಎಂದು ಡಿಡಿಪಿಐ ಹೇಳಿದರು. ನಗರದಲ್ಲಿ ನಡೆದ ಜಿಲ್ಲಾ ಮಟ್ಟದ ಭಾಷಾ ಶಿಕ್ಷಕರ ಕಾರ್ಯಾಗಾರ ಉದ್ಘಾಟಿಸಿ ಮಾತನಾಡಿದ ಅವರು, ಕನ್ನಡ, ಹಿಂದಿ, ಇಂಗ್ಲಿಷ್ ಭಾಷೆಗಳ ಕಲಿಕೆಯಲ್ಲಿ ಮಕ್ಕಳು ಹಿಂದುಳಿಯದಂತೆ ನೋಡಿಕೊಳ್ಳಬೇಕು. ಹೊಸ ಬೋಧನಾ ವಿಧಾನಗಳನ್ನು ಅಳವಡಿಸಿಕೊಳ್ಳಬೇಕು. ಎಸ್ಎಸ್ಎಲ್‌ಸಿ ಫಲಿತಾಂಶ ಸುಧಾರಣೆಗೆ ಎಲ್ಲರೂ ಶ್ರಮಿಸಬೇಕು ಎಂದರು. <box>796 532 918 615</box>
nekara-center-quote <box>338 1323 663 1373</box>
nekara-byline-text: ಮಲ್ಲಿಕಾರ್ಜುನ ತುಂಗಳ <box>38 1192 97 1201</box>
bhasha-photo <box>667 620 918 735</box>
color-registration-marks-left <box>90 1442 150 1454</box>
max-temp-value <box>650 42 686 67</box>
bhasha-body2: ಸಂಪನ್ಮೂಲ ವ್ಯಕ್ತಿಗಳು ವಿವಿಧ ವಿಷಯಗಳ ಕುರಿತು ಉಪನ್ಯಾಸ ನೀಡಿದರು. ಶಿಕ್ಷಕರ ಸಂಘದ ಪದಾಧಿಕಾರಿಗಳು, ಕ್ಷೇತ್ರ ಶಿಕ್ಷಣಾಧಿಕಾರಿಗಳು, ಶಿಕ್ಷಣ ಸಂಯೋಜಕರು ಉಪಸ್ಥಿತರಿದ್ದರು. ಜಿಲ್ಲೆಯ ವಿವಿಧ ತಾಲೂಕುಗಳಿಂದ ಆಗಮಿಸಿದ್ದ ಭಾಷಾ ಶಿಕ್ಷಕರು ಕಾರ್ಯಾಗಾರದಲ್ಲಿ ಪಾಲ್ಗೊಂಡಿದ್ದರು. ಉತ್ತಮ ಸಾಧನೆ ಮಾಡಿದ ಶಿಕ್ಷಕರನ್ನು ಸನ್ಮಾನಿಸಲಾಯಿತು. ಭಾಷಾ ಶಿಕ್ಷಕರು ಮಕ್ಕಳಲ್ಲಿ ಓದುವ ಅಭಿರುಚಿ ಬೆಳೆಸಬೇಕು. ಗ್ರಂಥಾಲಯ ಬಳಕೆಗೆ ಪ್ರೋತ್ಸಾಹಿಸಬೇಕು. ಮಕ್ಕಳ ಸೃಜನಶೀಲತೆಗೆ ಅವಕಾಶ ನೀಡಬೇಕು. ಶಿಕ್ಷಕರು ನಿರಂತರ ಕಲಿಕೆಯಲ್ಲಿ ತೊಡಗಬೇಕು ಎಂದರು. <box>796 340 918 432</box>
left-brief-3 <box>32 592 198 967</box>
hakku-photo <box>674 1168 918 1248</box>
samvada-body: ರಬಕವಿ-ಬನಹಟ್ಟಿ: ಬಿಜೆಪಿ ರಾಜ್ಯಾಧ್ಯಕ್ಷ ಬಿ.ವೈ. ವಿಜಯೇಂದ್ರ ಫೆ.12 ರಂದು ಮಧ್ಯಾಹ್ನ 3 ಗಂಟೆಗೆ ಬನಹಟ್ಟಿಯ ನೇಕಾರ ಭವನದಲ್ಲಿ ನೇಕಾರರೊಂದಿಗೆ ಸಂವಾದ ನಡೆಸಲಿದ್ದಾರೆ. ನೇಕಾರರ ಸಮಸ್ಯೆಗಳನ್ನು ಆಲಿಸಿ ಸರ್ಕಾರದ ಗಮನ ಸೆಳೆಯಲಿದ್ದಾರೆ ಎಂದು ಬಿಜೆಪಿ ಮುಖಂಡರು ತಿಳಿಸಿದ್ದಾರೆ. ಸುತ್ತಲಿನ ಗ್ರಾಮಗಳ ನೇಕಾರರು, ನೇಕಾರ ಸಂಘಟನೆಗಳ ಮುಖಂಡರು ಸಂವಾದದಲ್ಲಿ ಭಾಗವಹಿಸಲಿದ್ದಾರೆ. <box>345 1210 656 1237</box>
nekara-side-quote-text: ಮೊದಲನೆಯದಾಗಿ ಸಾಲ ಮನ್ನಾ ಆಗಬೇಕು. ಸ್ವತಂತ್ರ ಜವಳಿ ಸಚಿವಾಲಯ ರಚನೆಯಾಗಬೇಕು. ನೇಕಾರರ ಮಕ್ಕಳಿಗೆ ಉದ್ಯೋಗ ಮೀಸಲಾತಿ ನೀಡಬೇಕು. ನೇಕಾರ ಸಮ್ಮಾನ್ ಯೋಜನೆ ಮುಂದುವರಿಸಬೇಕು. <box>208 1320 330 1358</box>
nekara-center-quote-text: ನೂಲಿನ ಬೆಲೆ ನಿಯಂತ್ರಣ ಆಗಬೇಕು. ಮಗ್ಗಗಳ ಆಧುನೀಕರಣಕ್ಕೆ ಸಹಾಯಧನ ನೀಡಬೇಕು. ನೇಕಾರರಿಗೆ ವಸತಿ ಸೌಲಭ್ಯ, ಆರೋಗ್ಯ ವಿಮೆ ಜಾರಿಯಾಗಬೇಕು. ನೇಕಾರರ ಬದುಕು ಹಸನಾಗಬೇಕು. <box>356 1324 649 1342</box>
brief-4-text <box>32 989 124 1073</box>
taluk-place: ಜಮಖಂಡಿ : <box>515 986 543 994</box>
samvada-title: ನೇಕಾರರೊಂದಿಗೆ ವಿಜಯೇಂದ್ರ ಸಂವಾದ <box>345 1197 468 1208</box>
brief-3-photo <box>32 626 198 686</box>
temp-divider <box>688 34 689 68</box>
quote-mark-icon: “ <box>516 376 539 416</box>
nekara-body2-cont: ರಾಜ್ಯ ಸರ್ಕಾರ ನೇಕಾರರ ಸಮಸ್ಯೆಗಳಿಗೆ ಸ್ಪಂದಿಸಬೇಕು. ವಿದ್ಯುತ್ ಮಗ್ಗ ನೇಕಾರರಿಗೆ ಉಚಿತ ವಿದ್ಯುತ್ ನೀಡುವ ಭರವಸೆ ಈಡೇರಬೇಕು. 2024 ರಲ್ಲಿ ಹೊಸ ಜವಳಿ ನೀತಿ ಜಾರಿಗೆ ಬಂದರೂ ಅನುಷ್ಠಾನ ಸಮರ್ಪಕವಾಗಿಲ್ಲ. ನೇಕಾರರಿಗೆ ಮಾರುಕಟ್ಟೆ ವ್ಯವಸ್ಥೆ ಕಲ್ಪಿಸಬೇಕು. <box>505 1385 663 1421</box>
patrika-bhavana-banner: ಪತ್ರಿಕಾ ಭವನ <box>758 973 797 983</box>
min-temp-number: 18 <box>696 42 727 67</box>
nekara-side-quote-mark-icon: “ <box>190 1320 208 1346</box>
max-temp-number: 31 <box>650 42 681 67</box>
hindu-col1 <box>208 382 358 737</box>
rule-hindu-right <box>661 322 662 737</box>
hindu-story <box>208 322 655 737</box>
nekara-body2: ರಾಜ್ಯ ಸರ್ಕಾರ ನೇಕಾರರ ಸಮಸ್ಯೆಗಳಿಗೆ ಸ್ಪಂದಿಸಬೇಕು. ವಿದ್ಯುತ್ ಮಗ್ಗ ನೇಕಾರರಿಗೆ ಉಚಿತ ವಿದ್ಯುತ್ ನೀಡುವ ಭರವಸೆ ಈಡೇರಬೇಕು. 2024 ರಲ್ಲಿ ಹೊಸ ಜವಳಿ ನೀತಿ ಜಾರಿಗೆ ಬಂದರೂ ಅನುಷ್ಠಾನ ಸಮರ್ಪಕವಾಗಿಲ್ಲ. ನೇಕಾರರಿಗೆ ಮಾರುಕಟ್ಟೆ ವ್ಯವಸ್ಥೆ ಕಲ್ಪಿಸಬೇಕು. <box>190 1396 330 1432</box>
rule-taluk-top <box>515 964 918 965</box>
brief-4-place: ಬಾಗಲಕೋಟೆ : <box>32 989 67 997</box>
story1-caption: ಬಾಗಲಕೋಟೆ : ಜಂಟಿ ಮುಖ್ಯ ಕೃಷಿ ಅಧಿಕಾರಿ ಜ್ಞಾನೇಶ್ ಎಚ್. ಅವರು ನವನಗರ, ವಿದ್ಯಾಗಿರಿ, ಮುಚಖಂಡಿ, ಸೀಮಿಕೇರಿ ಗ್ರಾಮಗಳಿಗೆ ಬುಧವಾರ ಭೇಟಿ ನೀಡಿ ಬೆಳೆ ಪರಿಶೀಲನೆ ನಡೆಸಿದರು. ಮತ್ತು ಕಚೇರಿ ಸಿಬ್ಬಂದಿಗೆ ಮಹತ್ವದ ಸೂಚನೆ ನೀಡಿದರು. ಉಪನಿರ್ದೇಶಕ ಸಂತೋಷ ಬಗಲಕೋಟ, ಸಹಾಯಕ ನಿರ್ದೇಶಕ ವಾಸುದೇವ ಸ್ವಾಮಿ, ಗ್ರೇಡ್-2 ತಹಶೀಲ್ದಾರ ಹಾಗೂ ಗ್ರಾಮ ಆಡಳಿತ ಅಧಿಕಾರಿಗಳು ಇದ್ದರು. <box>210 214 435 251</box>
cyan-dot <box>840 1449 848 1454</box>
nekara-loom-photo <box>190 1196 330 1316</box>
hindu-col3-foot <box>516 627 654 735</box>
bhasha-col2 <box>796 340 918 530</box>
story1-photo <box>210 95 435 210</box>
nekara-col1-text <box>32 1205 140 1289</box>
masthead-rule <box>38 84 918 86</box>
min-temp-label: ಕನಿಷ್ಠ <box>700 32 712 40</box>
hindu-quote: ಸನಾತನ ಹಿಂದೂ ಧರ್ಮ ಜಗದೆಲ್ಲೆಡೆಯಿಂದ ಬೇರೆ ಬಂದಿದೆ. ವಿವಿಧತೆಯಲ್ಲಿ ಏಕತೆಯನ್ನು ಸಾಧಿಸುವ ದೇಶ ನಮ್ಮದು. ಸತ್ಯದೆಡೆಯಿಂದ ನಡೆಯುವುದೇ ಧರ್ಮ. ಕೇವಲ ಬಿಲ್ಲಿನ ಕೋಲ್ಮಿಂಚಿನಂತೆ ಧರ್ಮ. ಭಾರತ ಶ್ರೇಷ್ಠ ಪರಂಪರೆ ಹೊಂದಿರುವ ದೇಶ. ಜಾತಿ ಭೇದ ಬಿಟ್ಟು ಭಾರತೀಯರಾಗಿ ಬದುಕಬೇಕು. ಧರ್ಮವನ್ನು ಸಂರಕ್ಷಿಸುವ ಕೆಲಸವಾಗಬೇಕು. ಪರಂಪರೆಯನ್ನು ಬೆಳೆಸಬೇಕು. <box>516 411 650 489</box>
